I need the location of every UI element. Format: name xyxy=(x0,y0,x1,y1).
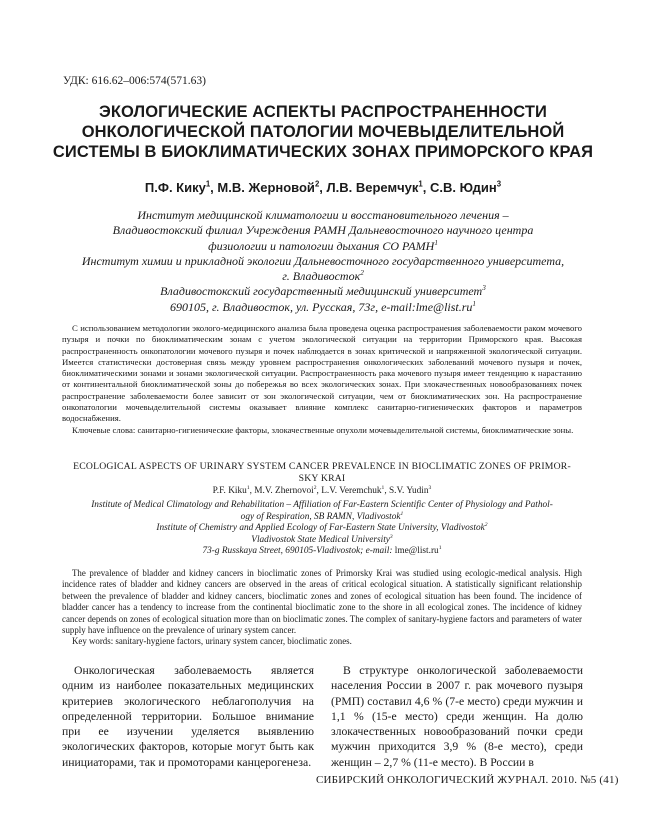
article-title-en xyxy=(62,461,582,484)
abstract-en xyxy=(62,568,582,648)
authors-en xyxy=(62,486,582,496)
journal-footer: СИБИРСКИЙ ОНКОЛОГИЧЕСКИЙ ЖУРНАЛ. 2010. №5 (41) xyxy=(316,774,619,786)
body-column-right xyxy=(331,663,583,770)
affiliation-line: Владивостокский государственный медицинский университет$^3$ xyxy=(160,284,486,299)
affiliation-line: Institute of Medical Climatology and Rehabilitation – Affiliation of Far-Eastern Scientific Center of Physiology and Pathol- xyxy=(91,500,553,510)
affiliation-line: Институт химии и прикладной экологии Дальневосточного государственного университета, xyxy=(81,253,565,268)
author: М.В. Жерновой$^2$, xyxy=(217,179,327,195)
body-paragraph: В структуре онкологической заболеваемости населения России в 2007 г. рак мочевого пузыря (РМП) составил 4,6 % (7-е место) среди мужчин и 1,1 % (15-е место) среди женщин. На долю злокачественных новообразований почки среди мужчин приходится 3,9 % (8-е место), среди женщин – 2,7 % (11-е место). В России в xyxy=(331,664,583,769)
body-paragraph: Онкологическая заболеваемость является одним из наиболее показательных медицинских критериев экологического неблагополучия на определенной территории. Большое внимание при ее изучении уделяется выявлению экологических факторов, которые могут быть как инициаторами, так и промоторами канцерогенеза. xyxy=(62,664,314,769)
author: С.В. Юдин$^3$ xyxy=(429,179,502,195)
affiliation-line: 690105, г. Владивосток, ул. Русская, 73г, $e-mail:lme@list.ru^1$ xyxy=(169,299,477,314)
affiliation-line: ogy of Respiration, SB RAMN, Vladivostok$^1$ xyxy=(240,510,404,522)
body-column-left xyxy=(62,663,314,770)
author: P.F. Kiku$^1$, xyxy=(212,484,255,496)
affiliations-en xyxy=(62,500,582,558)
author: L.V. Veremchuk$^1$, xyxy=(321,484,389,496)
author: Л.В. Веремчук$^1$, xyxy=(326,179,430,195)
title-line: SKY KRAI xyxy=(298,472,346,484)
affiliation-line: физиологии и патологии дыхания СО РАМН$^1$ xyxy=(208,238,438,253)
affiliation-line: Institute of Chemistry and Applied Ecology of Far-Eastern State University, Vladivostok$^2$ xyxy=(156,522,488,534)
author: П.Ф. Кику$^1$, xyxy=(144,179,218,195)
author: S.V. Yudin$^3$ xyxy=(389,484,432,496)
udk-code: УДК: 616.62–006:574(571.63) xyxy=(63,75,206,87)
title-line: СИСТЕМЫ В БИОКЛИМАТИЧЕСКИХ ЗОНАХ ПРИМОРСКОГО КРАЯ xyxy=(52,143,594,161)
affiliation-line: Vladivostok State Medical University$^3$ xyxy=(251,533,393,545)
keywords-en: Key words: sanitary-hygiene factors, urinary system cancer, bioclimatic zones. xyxy=(72,636,352,647)
title-line: ОНКОЛОГИЧЕСКОЙ ПАТОЛОГИИ МОЧЕВЫДЕЛИТЕЛЬНОЙ xyxy=(81,123,565,141)
title-line: ЭКОЛОГИЧЕСКИЕ АСПЕКТЫ РАСПРОСТРАНЕННОСТИ xyxy=(98,103,548,121)
abstract-text: The prevalence of bladder and kidney cancers in bioclimatic zones of Primorsky Krai was studied using ecologic-medical analysis. High incidence rates of bladder and kidney cancers are observed in the areas of critical ecological situation. A statistically significant relationship between the prevalence of bladder and kidney cancers, bioclimatic zones and zones of ecological situation has been found. The incidence of bladder cancer has a tendency to increase from the continental bioclimatic zone to the shore in all ecological zones. The incidence of kidney cancer depends on zones of ecological situation more than on bioclimatic zones. The complex of sanitary-hygiene factors and parameters of water supply have influence on the prevalence of urinary system cancer. xyxy=(62,568,582,636)
author: M.V. Zhernovoi$^2$, xyxy=(254,484,322,496)
abstract-ru xyxy=(62,323,582,436)
affiliation-line: Институт медицинской климатологии и восстановительного лечения – xyxy=(137,208,509,222)
affiliation-line: г. Владивосток$^2$ xyxy=(282,269,364,284)
affiliation-line: Владивостокский филиал Учреждения РАМН Дальневосточного научного центра xyxy=(112,223,534,238)
email-address: lme@list.ru xyxy=(392,546,439,557)
authors-ru xyxy=(40,180,606,195)
affiliation-line: 73-g Russkaya Street, 690105-Vladivostok; e-mail: $lme@list.ru^1$ xyxy=(202,545,442,557)
title-line: ECOLOGICAL ASPECTS OF URINARY SYSTEM CANCER PREVALENCE IN BIOCLIMATIC ZONES OF PRIMOR- xyxy=(73,461,571,472)
keywords-ru: Ключевые слова: санитарно-гигиенические факторы, злокачественные опухоли мочевыделительной системы, биоклиматические зоны. xyxy=(72,424,574,435)
affiliations-ru xyxy=(40,208,606,315)
abstract-text: С использованием методологии эколого-медицинского анализа была проведена оценка распространения заболеваемости раком мочевого пузыря и почки по биоклиматическим зонам с учетом экологической ситуации на территории Приморского края. Высокая распространенность онкопатологии мочевого пузыря и почек наблюдается в зонах критической и напряженной экологической ситуации. Имеется статистически достоверная связь между уровнем распространения онкологических заболеваний мочевого пузыря и почек, биоклиматическими зонами и зонами экологической ситуации. Распространенность рака мочевого пузыря имеет тенденцию к нарастанию от континентальной биоклиматической зоны до побережья во всех экологических зонах. При злокачественных новообразованиях почек распространение заболеваемости более зависит от зон экологической ситуации, чем от биоклиматических зон. На распространение онкопатологии мочевыделительной системы оказывает влияние комплекс санитарно-гигиенических факторов и параметров водоснабжения. xyxy=(62,323,582,424)
article-title-ru xyxy=(40,102,606,162)
